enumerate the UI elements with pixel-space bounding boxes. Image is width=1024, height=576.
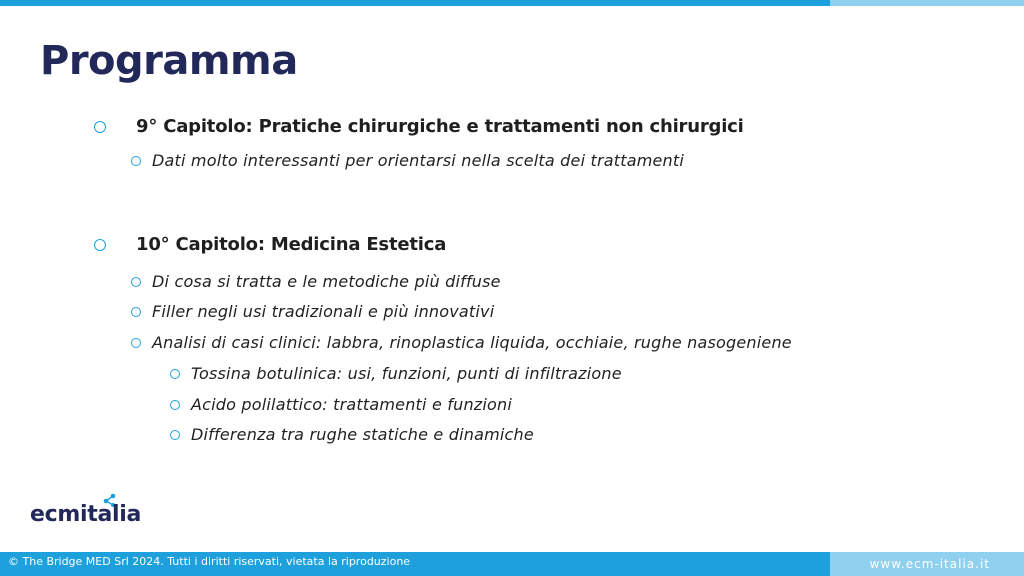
circle-bullet-icon (170, 430, 180, 440)
chapter-9-subitem-text: Dati molto interessanti per orientarsi nella scelta dei trattamenti (152, 151, 685, 170)
chapter-10-subitem-3 (131, 333, 792, 352)
case-subitem-2-text: Acido polilattico: trattamenti e funzioni (191, 395, 513, 414)
footer-copyright: © The Bridge MED Srl 2024. Tutti i diritti riservati, vietata la riproduzione (0, 552, 830, 576)
chapter-10-subitem-3-text: Analisi di casi clinici: labbra, rinoplastica liquida, occhiaie, rughe nasogeniene (152, 333, 792, 352)
chapter-10-subitem-2-text: Filler negli usi tradizionali e più innovativi (152, 302, 495, 321)
page-title: Programma (40, 38, 298, 84)
footer (0, 552, 1024, 576)
circle-bullet-icon (94, 239, 106, 251)
circle-bullet-icon (170, 369, 180, 379)
chapter-10-subitem-1-text: Di cosa si tratta e le metodiche più diffuse (152, 272, 501, 291)
footer-website-link[interactable]: www.ecm-italia.it (830, 552, 1024, 576)
case-subitem-3 (170, 425, 534, 444)
top-accent-bar-light (830, 0, 1024, 6)
case-subitem-1-text: Tossina botulinica: usi, funzioni, punti di infiltrazione (191, 364, 622, 383)
chapter-9-item (94, 116, 744, 137)
chapter-10-item (94, 234, 446, 255)
top-accent-bar-dark (0, 0, 830, 6)
ecmitalia-logo (30, 492, 170, 532)
circle-bullet-icon (94, 121, 106, 133)
case-subitem-2 (170, 395, 512, 414)
chapter-9-title: 9° Capitolo: Pratiche chirurgiche e trattamenti non chirurgici (136, 116, 744, 137)
circle-bullet-icon (131, 156, 141, 166)
circle-bullet-icon (131, 277, 141, 287)
chapter-10-subitem-2 (131, 302, 494, 321)
case-subitem-1 (170, 364, 622, 383)
circle-bullet-icon (131, 338, 141, 348)
chapter-10-subitem-1 (131, 272, 501, 291)
chapter-9-subitem (131, 151, 684, 170)
circle-bullet-icon (170, 400, 180, 410)
top-accent-bar (0, 0, 1024, 6)
case-subitem-3-text: Differenza tra rughe statiche e dinamiche (191, 425, 534, 444)
chapter-10-title: 10° Capitolo: Medicina Estetica (136, 234, 447, 255)
logo-text: ecmitalia (30, 502, 142, 527)
circle-bullet-icon (131, 307, 141, 317)
